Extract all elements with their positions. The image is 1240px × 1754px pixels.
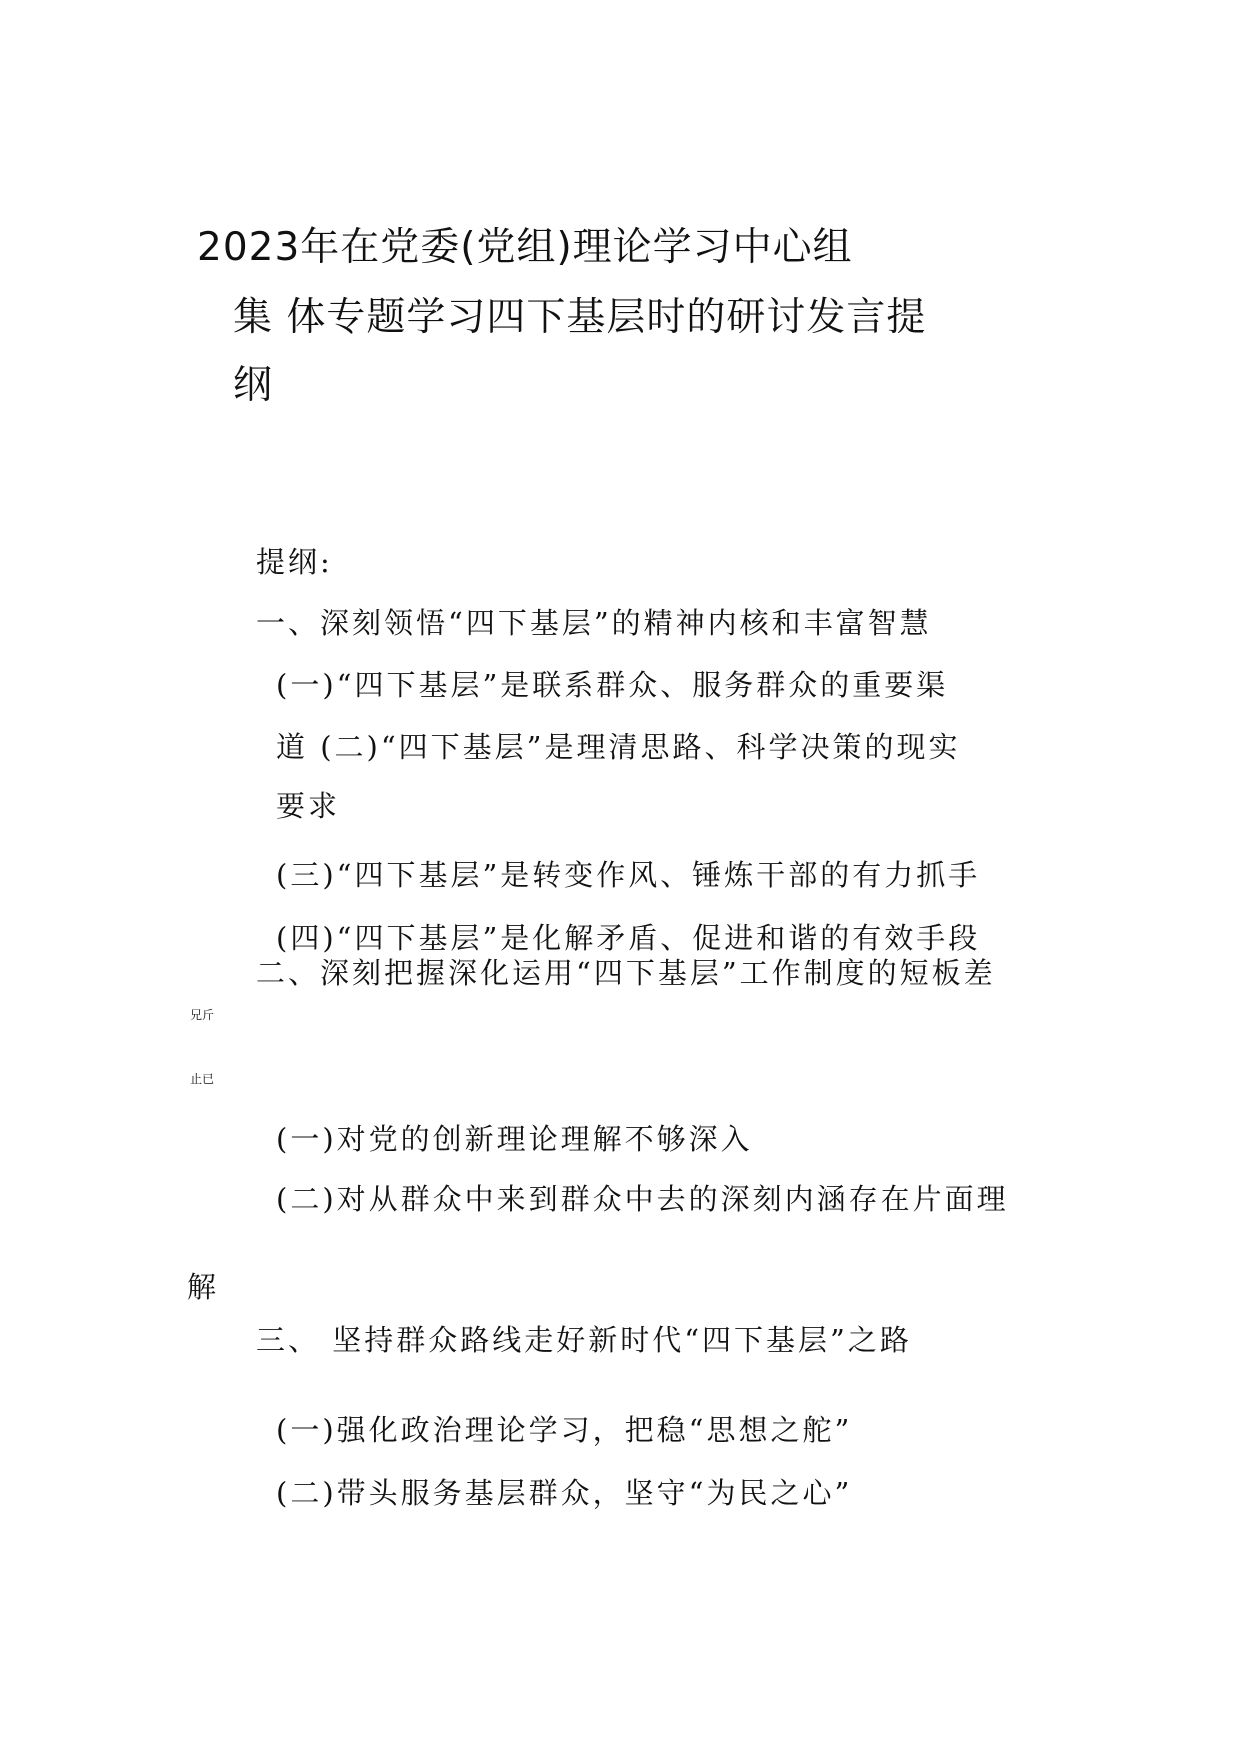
section1-heading: 一、深刻领悟“四下基层”的精神内核和丰富智慧 [256,606,932,640]
artifact-text: 止已 [190,1072,215,1086]
artifact-text: 兄斤 [190,1008,215,1022]
section2-item: (一)对党的创新理论理解不够深入 [276,1122,753,1156]
section1-item: (四)“四下基层”是化解矛盾、促进和谐的有效手段 [276,921,981,955]
section1-item: (一)“四下基层”是联系群众、服务群众的重要渠 [276,668,949,702]
title-line-1: 2023年在党委(党组)理论学习中心组 [197,225,853,270]
section2-item: 解 [187,1270,220,1304]
section1-item: 道 (二)“四下基层”是理清思路、科学决策的现实 [276,730,961,764]
section2-item: (二)对从群众中来到群众中去的深刻内涵存在片面理 [276,1182,1009,1216]
title-line-2: 集 体专题学习四下基层时的研讨发言提 [233,295,927,340]
section2-heading: 二、深刻把握深化运用“四下基层”工作制度的短板差 [256,956,996,990]
title-line-3: 纲 [233,363,274,408]
outline-label: 提纲: [256,545,333,579]
section3-heading: 三、 坚持群众路线走好新时代“四下基层”之路 [256,1323,912,1357]
section3-item: (一)强化政治理论学习，把稳“思想之舵” [276,1413,853,1447]
section1-item: 要求 [276,789,341,823]
section3-item: (二)带头服务基层群众，坚守“为民之心” [276,1476,853,1510]
section1-item: (三)“四下基层”是转变作风、锤炼干部的有力抓手 [276,858,981,892]
